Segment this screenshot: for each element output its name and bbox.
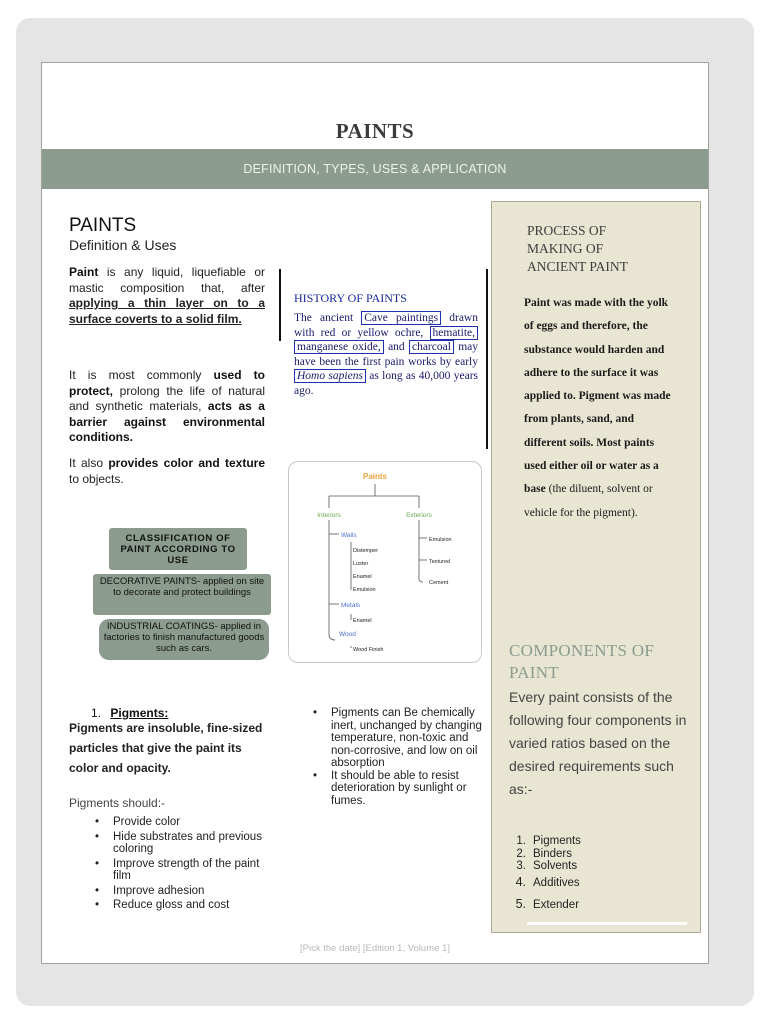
footer: [Pick the date] [Edition 1, Volume 1] <box>300 943 450 954</box>
header <box>42 63 708 149</box>
component-label: Additives <box>533 876 580 889</box>
history-box-manganese: manganese oxide, <box>294 340 384 354</box>
sidebar-divider <box>527 922 687 925</box>
decorative-paints-text: DECORATIVE PAINTS- applied on site to decorate and protect buildings <box>99 576 265 598</box>
pigments-definition: Pigments are insoluble, fine-sized particles that give the paint its color and opacity. <box>69 721 263 775</box>
component-label: Solvents <box>533 860 578 872</box>
history-t2: drawn with red or yellow ochre, <box>294 312 478 339</box>
component-number: 3. <box>516 860 526 872</box>
history-box-hematite: hematite, <box>430 326 478 340</box>
component-number: 4. <box>515 874 526 889</box>
diagram-root: Paints <box>362 472 388 481</box>
component-number: 2. <box>516 847 526 860</box>
process-text <box>524 292 674 525</box>
subtitle-band: DEFINITION, TYPES, USES & APPLICATION <box>42 149 708 189</box>
list-item <box>509 898 659 912</box>
diagram-ext-emulsion: Emulsion <box>429 537 452 543</box>
history-t6: as long as 40,000 years ago. <box>294 370 478 397</box>
history-box-charcoal: charcoal <box>409 340 454 354</box>
industrial-coatings-box <box>99 619 269 660</box>
intro-p2-start: It is most commonly <box>69 368 214 382</box>
components-title: COMPONENTS OF PAINT <box>509 641 655 682</box>
intro-p2-bold1: used to protect, <box>69 368 265 398</box>
history-box-homo-sapiens: Homo sapiens <box>294 369 366 383</box>
intro-subheading: Definition & Uses <box>69 237 177 253</box>
column-divider-right <box>486 269 488 449</box>
pigments-label: Pigments: <box>110 706 169 720</box>
list-item <box>509 860 659 873</box>
history-t5: may have been the first pain works by early <box>294 341 478 368</box>
diagram-exteriors: Exteriors <box>406 512 432 519</box>
process-text-bold: Paint was made with the yolk of eggs and therefore, the substance would harden and adhere to the surface it was applied to. Pigment was made from plants, sand, and different soils. Most paints used either oil or water as a base <box>524 297 671 496</box>
diagram-wood-finish: Wood Finish <box>353 647 384 653</box>
paint-term: Paint <box>69 265 99 279</box>
pigments-list-1 <box>89 816 269 912</box>
intro-p3-end: to objects. <box>69 471 124 486</box>
decorative-paints-box <box>93 574 271 615</box>
process-title: PROCESS OF MAKING OF ANCIENT PAINT <box>527 223 628 274</box>
pigments-list-2 <box>307 707 487 807</box>
history-text <box>294 311 478 399</box>
column-divider-left <box>279 269 281 341</box>
paint-types-diagram <box>288 461 482 663</box>
document-page <box>41 62 709 964</box>
pigments-should: Pigments should:- <box>69 796 166 810</box>
intro-p1-underline: applying a thin layer on to a surface coverts to a solid film. <box>69 296 265 326</box>
history-t1: The ancient <box>294 312 362 324</box>
diagram-walls: Walls <box>341 532 357 539</box>
diagram-interiors: Interiors <box>317 512 341 519</box>
components-list <box>509 835 659 912</box>
history-title: HISTORY OF PAINTS <box>294 291 407 305</box>
diagram-distemper: Distemper <box>353 548 379 554</box>
diagram-ext-textured: Textured <box>429 559 451 565</box>
industrial-coatings-text: INDUSTRIAL COATINGS- applied in factories to finish manufactured goods such as cars. <box>103 621 265 654</box>
components-text: Every paint consists of the following four components in varied ratios based on the desired requirements such as:- <box>509 689 687 797</box>
component-label: Pigments <box>533 835 581 847</box>
pigments-number: 1. <box>91 706 102 720</box>
list-item: • Improve adhesion <box>89 885 269 898</box>
history-t4: and <box>383 341 409 354</box>
sidebar-panel <box>491 201 701 933</box>
diagram-svg <box>289 462 483 664</box>
diagram-enamel: Enamel <box>353 574 372 580</box>
intro-p1-text: is any liquid, liquefiable or mastic composition that, after <box>69 265 265 295</box>
history-box-cave-paintings: Cave paintings <box>361 311 441 325</box>
component-label: Extender <box>533 899 580 911</box>
classification-title-box <box>109 528 247 570</box>
process-text-normal: (the diluent, solvent or vehicle for the pigment). <box>524 483 653 519</box>
diagram-ext-cement: Cement <box>429 580 449 586</box>
component-number: 1. <box>516 835 526 847</box>
intro-p3-bold: provides color and texture <box>108 456 265 470</box>
list-item: • Reduce gloss and cost <box>89 899 269 912</box>
list-item: • Improve strength of the paint film <box>89 858 269 883</box>
list-item: • Pigments can Be chemically inert, unchanged by changing temperature, non-toxic and non-corrosive, and low on oil absorption <box>307 707 487 770</box>
diagram-metal-enamel: Enamel <box>353 618 372 624</box>
intro-paragraph-3 <box>69 456 265 487</box>
classification-title: CLASSIFICATION OF PAINT ACCORDING TO USE <box>120 533 236 566</box>
component-label: Binders <box>533 847 572 860</box>
list-item: • Hide substrates and previous coloring <box>89 831 269 856</box>
intro-paragraph-1 <box>69 265 265 327</box>
diagram-emulsion: Emulsion <box>353 587 376 593</box>
list-item: • Provide color <box>89 816 269 829</box>
intro-p3-start: It also <box>69 456 109 470</box>
intro-heading: PAINTS <box>69 215 137 236</box>
list-item <box>509 848 659 861</box>
list-item: • It should be able to resist deterioration by sunlight or fumes. <box>307 770 487 808</box>
list-item <box>509 835 659 848</box>
intro-p2-bold2: acts as a barrier against environmental conditions. <box>69 399 265 444</box>
component-number: 5. <box>515 897 526 911</box>
list-item <box>509 876 659 890</box>
intro-p2-mid: prolong the life of natural and synthetic materials, <box>69 383 265 413</box>
diagram-metals: Metals <box>341 602 361 609</box>
diagram-luster: Luster <box>353 561 369 567</box>
intro-paragraph-2 <box>69 368 265 446</box>
diagram-wood: Wood <box>339 631 356 638</box>
page-title: PAINTS <box>335 119 415 143</box>
